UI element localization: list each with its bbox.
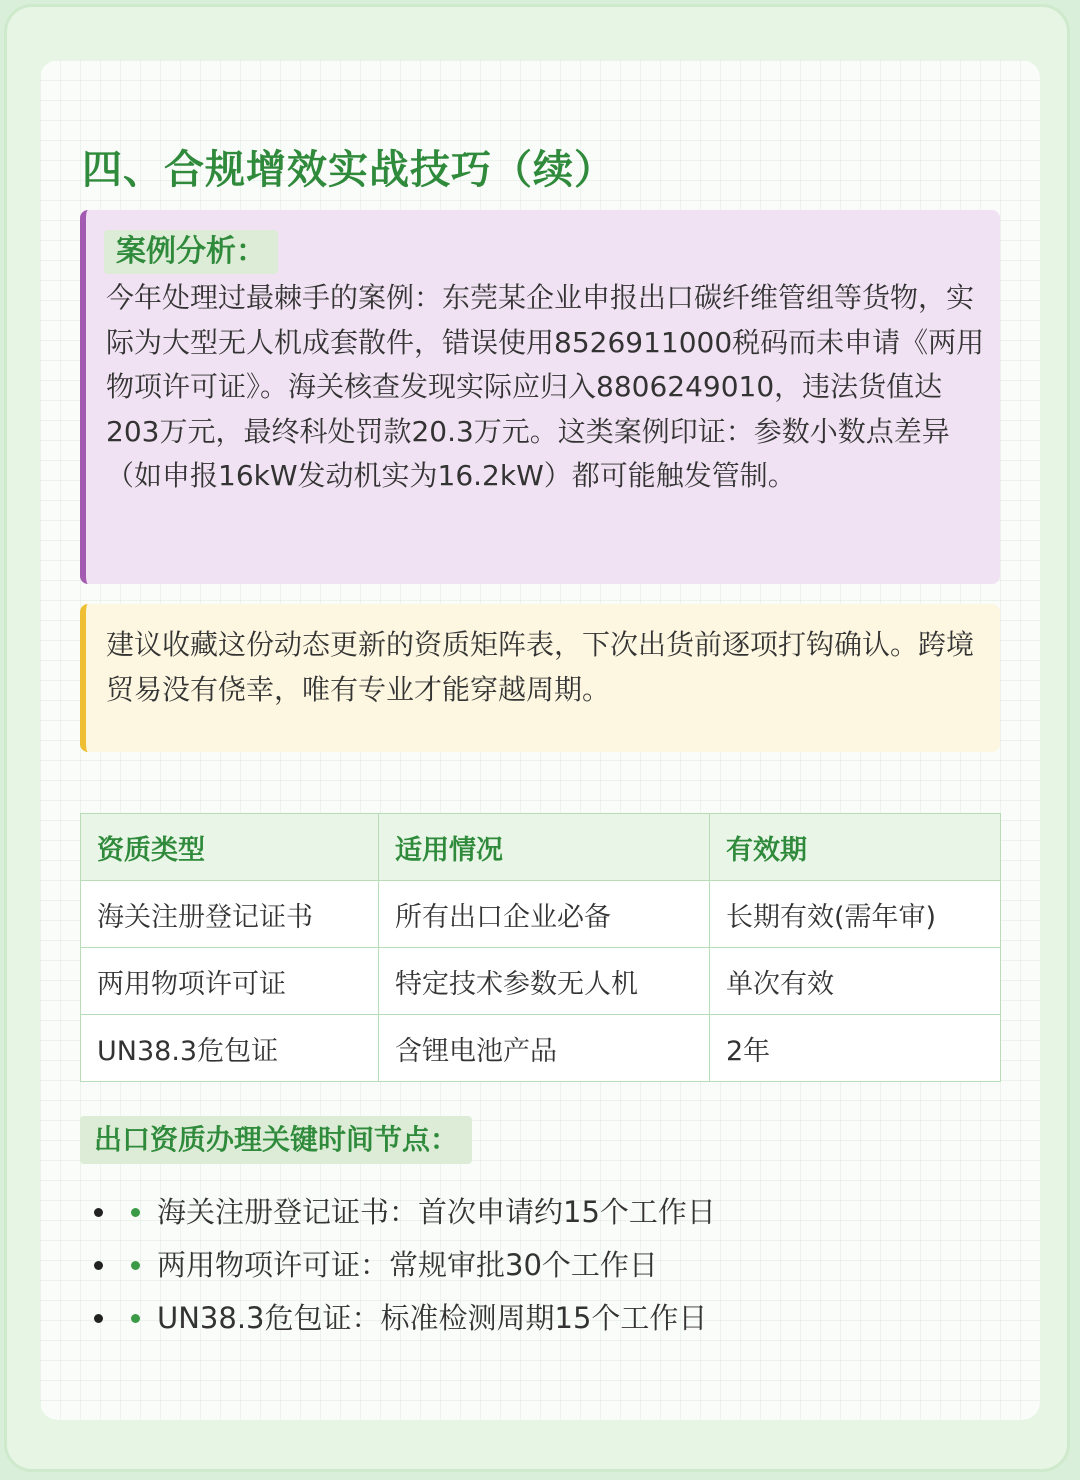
list-item (92, 1292, 992, 1345)
table-row (81, 881, 1001, 948)
list-item-text: 两用物项许可证：常规审批30个工作日 (157, 1248, 658, 1282)
table-cell: 两用物项许可证 (81, 948, 379, 1015)
table-header-cell: 有效期 (710, 814, 1001, 881)
case-analysis-label: 案例分析： (104, 230, 278, 274)
case-analysis-text: 今年处理过最棘手的案例：东莞某企业申报出口碳纤维管组等货物，实际为大型无人机成套散件，错误使用8526911000税码而未申请《两用物项许可证》。海关核查发现实际应归入8806249010，违法货值达203万元，最终科处罚款20.3万元。这类案例印证：参数小数点差异（如申报16kW发动机实为16.2kW）都可能触发管制。 (106, 281, 985, 492)
page-title: 四、合规增效实战技巧（续） (82, 147, 615, 193)
list-item (92, 1239, 992, 1292)
table-header-cell: 资质类型 (81, 814, 379, 881)
green-dot-icon (131, 1208, 140, 1217)
table-header-row (81, 814, 1001, 881)
list-item-text: UN38.3危包证：标准检测周期15个工作日 (157, 1301, 708, 1335)
bullet-dot-icon (94, 1208, 103, 1217)
timeline-label: 出口资质办理关键时间节点： (80, 1116, 472, 1164)
green-dot-icon (131, 1314, 140, 1323)
qualification-table (80, 813, 1001, 1082)
tip-text: 建议收藏这份动态更新的资质矩阵表，下次出货前逐项打钩确认。跨境贸易没有侥幸，唯有专业才能穿越周期。 (106, 628, 975, 706)
bullet-dot-icon (94, 1261, 103, 1270)
list-item (92, 1186, 992, 1239)
table-cell: 特定技术参数无人机 (379, 948, 710, 1015)
table-cell: 长期有效(需年审) (710, 881, 1001, 948)
green-dot-icon (131, 1261, 140, 1270)
table-cell: 2年 (710, 1015, 1001, 1082)
table-row (81, 1015, 1001, 1082)
table-header-cell: 适用情况 (379, 814, 710, 881)
timeline-list (92, 1186, 992, 1345)
table-cell: 海关注册登记证书 (81, 881, 379, 948)
table-row (81, 948, 1001, 1015)
table-cell: 含锂电池产品 (379, 1015, 710, 1082)
bullet-dot-icon (94, 1314, 103, 1323)
list-item-text: 海关注册登记证书：首次申请约15个工作日 (157, 1195, 716, 1229)
table-cell: 单次有效 (710, 948, 1001, 1015)
table-cell: UN38.3危包证 (81, 1015, 379, 1082)
table-cell: 所有出口企业必备 (379, 881, 710, 948)
